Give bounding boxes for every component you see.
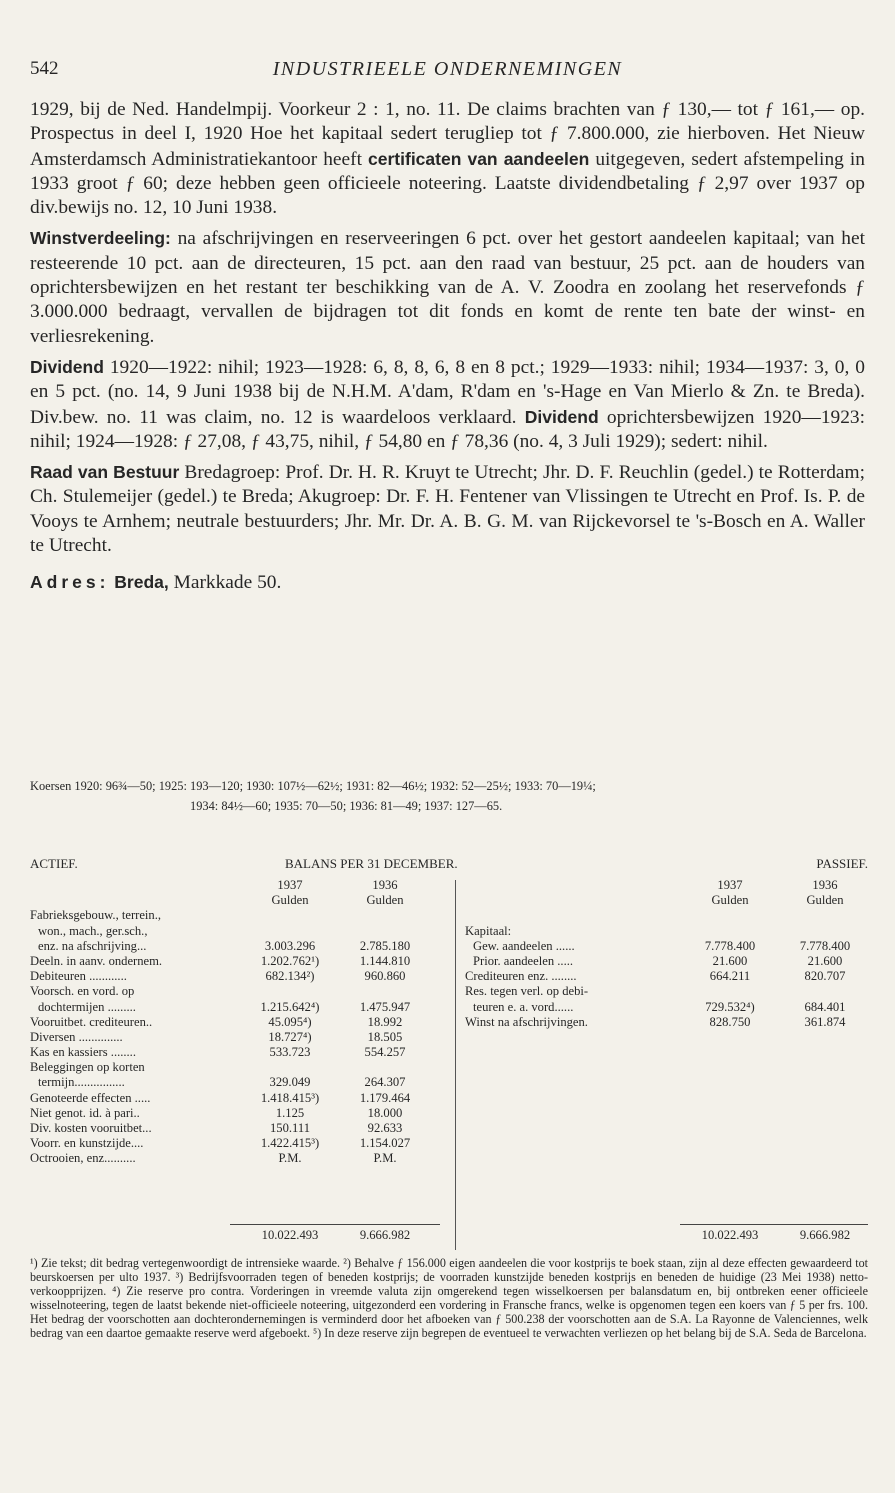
- passief-rows: [465, 908, 868, 1030]
- actief-value-1937: P.M.: [278, 1151, 302, 1166]
- passief-row: [465, 954, 868, 969]
- passief-row: [465, 1000, 868, 1015]
- actief-row: [30, 1000, 455, 1015]
- text-run: Bredagroep: Prof. Dr. H. R. Kruyt te Utrecht; Jhr. D. F. Reuchlin (gedel.) te Rotterdam; Ch. Stulemeijer (gedel.) te Breda; Akugroep: Dr. F. H. Fentener van Vlissingen te Utrecht en Prof. Is. P. de Vooys te Arnhem; neutrale bestuurders; Jhr. Mr. Dr. A. B. G. M. van Rijckevorsel te 's-Bosch en A. Waller te Utrecht.: [30, 462, 865, 557]
- passief-label: Prior. aandeelen .....: [473, 953, 574, 968]
- actief-total-1936: 9.666.982: [359, 1228, 411, 1242]
- passief-total-1936: 9.666.982: [799, 1228, 851, 1242]
- actief-label: won., mach., ger.sch.,: [38, 923, 148, 938]
- actief-row: [30, 969, 455, 984]
- actief-row: [30, 1121, 455, 1136]
- actief-label: dochtermijen .........: [38, 999, 136, 1014]
- actief-label: Octrooien, enz..........: [30, 1151, 136, 1166]
- passief-row: [465, 908, 868, 923]
- paragraph-dividend: [30, 355, 865, 454]
- passief-total-rule: [680, 1224, 868, 1225]
- balance-title: BALANS PER 31 DECEMBER.: [285, 856, 458, 871]
- text-run: 1920—1922: nihil; 1923—1928: 6, 8, 8, 6, 8 en 8 pct.; 1929—1933: nihil; 1934—1937: 3, 0, 0 en 5 pct. (no. 14, 9 Juni 1938 bij de N.H.M. A'dam, R'dam en 's-Hage en Van Mierlo & Zn. te Breda). Div.bew. no. 11 was claim, no. 12 is waardeloos verklaard.: [30, 356, 865, 428]
- actief-value-1937: 533.723: [269, 1045, 311, 1060]
- year-header-row: [30, 878, 455, 893]
- actief-row: [30, 1015, 455, 1030]
- actief-label: Fabrieksgebouw., terrein.,: [30, 908, 162, 923]
- actief-value-1937: 1.418.415³): [260, 1090, 320, 1105]
- actief-value-1936: 1.144.810: [359, 953, 411, 968]
- actief-value-1937: 18.727⁴): [268, 1029, 312, 1044]
- actief-value-1937: 682.134²): [265, 969, 315, 984]
- actief-label: ACTIEF.: [30, 856, 78, 871]
- actief-value-1936: 1.179.464: [359, 1090, 411, 1105]
- unit-header: Gulden: [271, 893, 309, 908]
- actief-label: Div. kosten vooruitbet...: [30, 1121, 152, 1135]
- actief-value-1937: 1.422.415³): [260, 1136, 320, 1151]
- actief-label: termijn................: [38, 1075, 125, 1090]
- year-header: 1936: [372, 878, 398, 892]
- actief-label: Voorsch. en vord. op: [30, 984, 135, 999]
- passief-value-1936: 21.600: [807, 953, 843, 968]
- actief-value-1936: 554.257: [364, 1045, 406, 1060]
- koersen-line: Koersen 1920: 96¾—50; 1925: 193—120; 1930: 107½—62½; 1931: 82—46½; 1932: 52—25½; 1933: 70—19¼;: [30, 779, 596, 793]
- actief-value-1936: P.M.: [373, 1151, 397, 1166]
- actief-value-1937: 329.049: [269, 1075, 311, 1090]
- passief-value-1936: 684.401: [804, 999, 846, 1014]
- paragraph-adres: [30, 570, 865, 595]
- actief-label: Debiteuren ............: [30, 969, 127, 984]
- actief-label: Vooruitbet. crediteuren..: [30, 1014, 153, 1029]
- unit-header-row: [30, 893, 455, 908]
- actief-value-1936: 18.992: [367, 1014, 403, 1029]
- actief-total-1937: 10.022.493: [261, 1228, 319, 1242]
- passief-row: [465, 924, 868, 939]
- actief-row: [30, 1075, 455, 1090]
- actief-total-rule: [230, 1224, 440, 1225]
- passief-value-1937: 7.778.400: [704, 938, 756, 953]
- actief-label: Genoteerde effecten .....: [30, 1090, 151, 1105]
- actief-row: [30, 1091, 455, 1106]
- passief-value-1937: 21.600: [712, 953, 748, 968]
- body-text: [30, 98, 865, 602]
- actief-value-1936: 92.633: [367, 1121, 403, 1135]
- balance-header: [30, 856, 868, 874]
- actief-value-1936: 960.860: [364, 969, 406, 984]
- page-header: [30, 58, 865, 88]
- actief-value-1936: 264.307: [364, 1075, 406, 1090]
- footnotes: [30, 1256, 868, 1341]
- passief-value-1936: 7.778.400: [799, 938, 851, 953]
- actief-row: [30, 1030, 455, 1045]
- passief-label: Res. tegen verl. op debi-: [465, 984, 589, 999]
- actief-value-1936: 1.154.027: [359, 1136, 411, 1151]
- actief-value-1936: 1.475.947: [359, 999, 411, 1014]
- bold-term: Dividend: [524, 406, 599, 427]
- actief-column: [30, 878, 455, 1167]
- year-header-row: [465, 878, 868, 893]
- footnote-text: ¹) Zie tekst; dit bedrag vertegenwoordigt de intrensieke waarde. ²) Behalve ƒ 156.000 eigen aandeelen die voor kostprijs te boek staan, zijn al deze effecten gewaardeerd tot beurskoersen per ulto 1937. ³) Bedrijfsvoorraden tegen of beneden kostprijs; de voorraden kunstzijde beneden kostprijs en beneden de huidige (23 Mei 1938) netto-verkoopprijzen. ⁴) Zie reserve pro contra. Vorderingen in vreemde valuta zijn omgerekend tegen wisselkoersen per balansdatum en, bij ontbreken eener officieele wisselnoteering, tegen de laatst bekende niet-officieele noteering, uitgezonderd een vordering in Fransche francs, welke is opgenomen tegen een koers van ƒ 5 per frs. 100. Het bedrag der voorschotten aan dochterondernemingen is verminderd door het afboeken van ƒ 500.238 der voorschotten aan de S.A. La Rayonne de Valenciennes, welk bedrag van een daartoe gemaakte reserve werd afgeboekt. ⁵) In deze reserve zijn begrepen de eventueel te verwachten verliezen op het belang bij de S.A. Seda de Barcelona.: [30, 1256, 868, 1341]
- passief-value-1937: 729.532⁴): [705, 999, 755, 1014]
- actief-rows: [30, 908, 455, 1166]
- text-run: 1929, bij de Ned. Handelmpij. Voorkeur 2 : 1, no. 11. De claims brachten van ƒ 130,— tot ƒ 161,— op. Prospectus in deel I, 1920 Hoe het kapitaal sedert terugliep tot ƒ 7.800.000, zie hierboven. Het Nieuw Amsterdamsch Administratiekantoor heeft: [30, 99, 865, 170]
- actief-row: [30, 1060, 455, 1075]
- actief-label: Voorr. en kunstzijde....: [30, 1136, 144, 1151]
- actief-row: [30, 1106, 455, 1121]
- passief-row: [465, 1015, 868, 1030]
- passief-value-1936: 820.707: [804, 969, 846, 984]
- actief-value-1937: 3.003.296: [264, 938, 316, 953]
- actief-value-1937: 45.095⁴): [268, 1014, 312, 1029]
- unit-header-row: [465, 893, 868, 908]
- actief-value-1937: 150.111: [270, 1121, 310, 1135]
- actief-label: Beleggingen op korten: [30, 1060, 145, 1075]
- actief-label: enz. na afschrijving...: [38, 938, 147, 953]
- text-run: Markkade 50.: [168, 572, 282, 594]
- year-header: 1936: [812, 878, 838, 892]
- actief-row: [30, 954, 455, 969]
- actief-row: [30, 984, 455, 999]
- text-run: na afschrijvingen en reserveeringen 6 pct. over het gestort aandeelen kapitaal; van het resteerende 10 pct. aan de directeuren, 15 pct. aan den raad van bestuur, 25 pct. aan de houders van oprichtersbewijzen en het restant ter beschikking van de A. V. Zoodra en zoolang het reservefonds ƒ 3.000.000 bedraagt, vervallen de bijdragen tot dit fonds en komt de rente ten bate der winst- en verliesrekening.: [30, 228, 865, 347]
- actief-value-1936: 18.505: [367, 1029, 403, 1044]
- paragraph-raad-van-bestuur: [30, 460, 865, 558]
- bold-term: Dividend: [30, 356, 104, 377]
- passief-label: Crediteuren enz. ........: [465, 969, 577, 984]
- text-run: oprichtersbewijzen 1920—1923: nihil; 1924—1928: ƒ 27,08, ƒ 43,75, nihil, ƒ 54,80 en ƒ 78,36 (no. 4, 3 Juli 1929); sedert: nihil.: [30, 406, 865, 452]
- column-divider: [455, 880, 456, 1250]
- passief-row: [465, 969, 868, 984]
- actief-value-1936: 18.000: [367, 1105, 403, 1120]
- year-header: 1937: [277, 878, 303, 892]
- actief-value-1937: 1.202.762¹): [260, 953, 320, 968]
- passief-column: [465, 878, 868, 1030]
- bold-term: Raad van Bestuur: [30, 462, 180, 483]
- passief-row: [465, 984, 868, 999]
- actief-row: [30, 924, 455, 939]
- year-header: 1937: [717, 878, 743, 892]
- actief-label: Kas en kassiers ........: [30, 1045, 136, 1060]
- actief-value-1936: 2.785.180: [359, 938, 411, 953]
- actief-row: [30, 1045, 455, 1060]
- passief-total-1937: 10.022.493: [701, 1228, 759, 1242]
- actief-label: Diversen ..............: [30, 1029, 123, 1044]
- bold-term: Winstverdeeling:: [30, 228, 171, 249]
- actief-label: Niet genot. id. à pari..: [30, 1105, 140, 1120]
- actief-value-1937: 1.125: [275, 1105, 305, 1120]
- page-number: 542: [30, 58, 59, 79]
- balance-sheet: [30, 856, 868, 1246]
- passief-value-1936: 361.874: [804, 1014, 846, 1029]
- unit-header: Gulden: [806, 893, 844, 908]
- unit-header: Gulden: [711, 893, 749, 908]
- actief-row: [30, 908, 455, 923]
- passief-value-1937: 664.211: [709, 969, 751, 984]
- paragraph-capital: [30, 98, 865, 220]
- passief-label: PASSIEF.: [816, 856, 868, 871]
- actief-value-1937: 1.215.642⁴): [260, 999, 320, 1014]
- actief-row: [30, 1151, 455, 1166]
- passief-value-1937: 828.750: [709, 1014, 751, 1029]
- passief-label: teuren e. a. vord......: [473, 999, 574, 1014]
- running-title: INDUSTRIEELE ONDERNEMINGEN: [272, 58, 623, 80]
- actief-row: [30, 939, 455, 954]
- actief-row: [30, 1136, 455, 1151]
- text-run: uitgegeven, sedert afstempeling in 1933 groot ƒ 60; deze hebben geen officieele noteering. Laatste dividendbetaling ƒ 2,97 over 1937 op div.bewijs no. 12, 10 Juni 1938.: [30, 148, 865, 219]
- koersen-block: [30, 777, 868, 816]
- passief-row: [465, 939, 868, 954]
- passief-label: Winst na afschrijvingen.: [465, 1014, 588, 1029]
- bold-term: certificaten van aandeelen: [368, 148, 590, 169]
- bold-term: Adres:: [30, 572, 110, 593]
- koersen-line: 1934: 84½—60; 1935: 70—50; 1936: 81—49; 1937: 127—65.: [190, 798, 503, 813]
- paragraph-winstverdeeling: [30, 226, 865, 348]
- passief-label: Gew. aandeelen ......: [473, 938, 575, 953]
- actief-label: Deeln. in aanv. ondernem.: [30, 953, 163, 968]
- bold-term: Breda,: [114, 572, 169, 593]
- passief-label: Kapitaal:: [465, 923, 512, 938]
- unit-header: Gulden: [366, 893, 404, 908]
